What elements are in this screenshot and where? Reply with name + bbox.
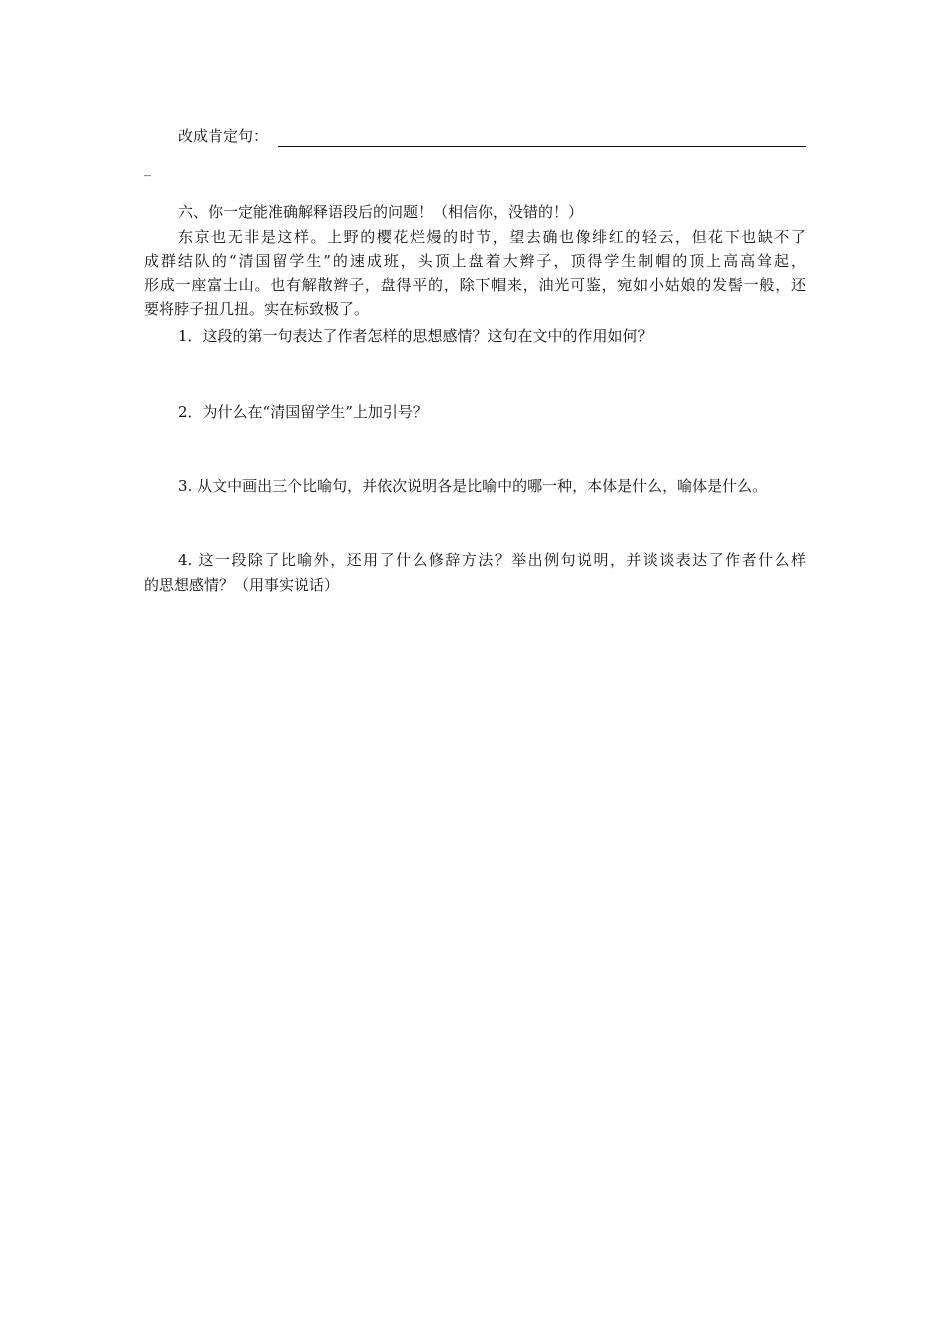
question-4-line-2: 的思想感情？（用事实说话） bbox=[144, 576, 340, 594]
passage-line-4: 要将脖子扭几扭。实在标致极了。 bbox=[144, 300, 370, 318]
passage-line-3: 形成一座富士山。也有解散辫子，盘得平的，除下帽来，油光可鉴，宛如小姑娘的发髻一般，还 bbox=[144, 276, 806, 294]
rewrite-affirmative-label: 改成肯定句： bbox=[178, 127, 269, 145]
question-3: 3. 从文中画出三个比喻句，并依次说明各是比喻中的哪一种，本体是什么，喻体是什么。 bbox=[178, 477, 768, 495]
question-4-line-1: 4. 这一段除了比喻外，还用了什么修辞方法？举出例句说明，并谈谈表达了作者什么样 bbox=[178, 551, 806, 569]
answer-blank-line[interactable] bbox=[278, 146, 806, 147]
question-1: 1．这段的第一句表达了作者怎样的思想感情？这句在文中的作用如何？ bbox=[178, 327, 653, 345]
answer-blank-tail: _ bbox=[144, 161, 151, 177]
passage-line-1: 东京也无非是这样。上野的樱花烂熳的时节，望去确也像绯红的轻云，但花下也缺不了 bbox=[178, 228, 806, 246]
question-2: 2．为什么在“清国留学生”上加引号？ bbox=[178, 403, 428, 421]
section-heading: 六、你一定能准确解释语段后的问题！（相信你，没错的！） bbox=[178, 203, 584, 221]
passage-line-2: 成群结队的“清国留学生”的速成班，头顶上盘着大辫子，顶得学生制帽的顶上高高耸起， bbox=[144, 252, 806, 270]
